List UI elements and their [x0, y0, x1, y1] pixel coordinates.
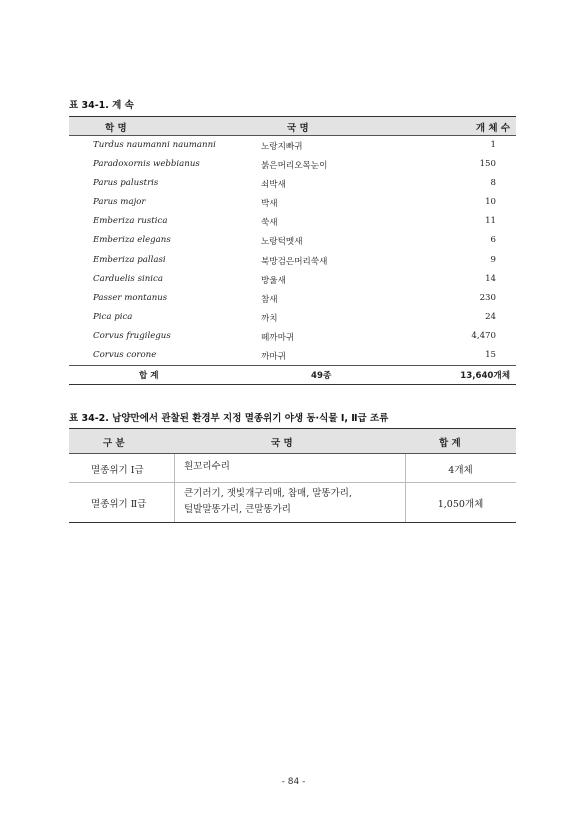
table-row	[69, 193, 516, 212]
korean-name-cell: 노랑지빠귀	[261, 142, 303, 152]
scientific-name-cell: Emberiza rustica	[93, 216, 168, 227]
count-cell: 14	[485, 273, 496, 284]
table-row	[69, 155, 516, 174]
species-cell-line1: 큰기러기, 잿빛개구리매, 참매, 말똥가리,	[184, 488, 352, 499]
species-cell: 흰꼬리수리	[184, 461, 230, 472]
count-cell: 15	[485, 350, 496, 361]
table1-total-row	[69, 365, 516, 385]
table-row	[69, 212, 516, 231]
korean-name-cell: 참새	[261, 294, 278, 305]
korean-name-cell: 떼까마귀	[261, 332, 295, 343]
count-cell: 10	[485, 197, 496, 208]
scientific-name-cell: Pica pica	[93, 311, 133, 322]
header-scientific-name: 학 명	[105, 123, 127, 134]
count-cell: 24	[485, 311, 496, 322]
header-count: 개 체 수	[475, 123, 510, 134]
count-cell: 9	[490, 254, 496, 265]
table-row	[69, 483, 516, 523]
table1-caption: 표 34-1. 계 속	[69, 100, 134, 111]
scientific-name-cell: Corvus frugilegus	[93, 330, 171, 341]
scientific-name-cell: Corvus corone	[93, 350, 157, 361]
korean-name-cell: 쇠박새	[261, 180, 286, 191]
table-row	[69, 174, 516, 193]
korean-name-cell: 붉은머리오목눈이	[261, 161, 328, 172]
korean-name-cell: 쑥새	[261, 218, 278, 229]
table-row	[69, 327, 516, 346]
total-label: 합 계	[139, 371, 159, 382]
scientific-name-cell: Parus palustris	[93, 178, 159, 189]
table-row	[69, 251, 516, 270]
header-korean-name: 국 명	[271, 438, 293, 449]
table2-caption: 표 34-2. 남양만에서 관찰된 환경부 지정 멸종위기 야생 동·식물 Ⅰ, Ⅱ급 조류	[69, 413, 389, 424]
category-cell: 멸종위기 Ⅰ급	[91, 465, 144, 476]
count-cell: 230	[479, 292, 496, 303]
count-cell: 150	[479, 159, 496, 170]
total-species: 49종	[311, 371, 332, 382]
scientific-name-cell: Emberiza pallasi	[93, 254, 166, 265]
table-row	[69, 346, 516, 365]
page-number: - 84 -	[281, 777, 306, 787]
table-row	[69, 231, 516, 250]
table2-header	[69, 428, 516, 454]
header-korean-name: 국 명	[287, 123, 309, 134]
table1-header	[69, 116, 516, 136]
count-cell: 11	[485, 216, 496, 227]
count-cell: 8	[490, 178, 496, 189]
total-cell: 4개체	[448, 465, 473, 476]
table-row	[69, 308, 516, 327]
species-cell-line2: 털발말똥가리, 큰말똥가리	[184, 504, 291, 515]
scientific-name-cell: Paradoxornis webbianus	[93, 159, 200, 170]
scientific-name-cell: Passer montanus	[93, 292, 168, 303]
korean-name-cell: 노랑턱멧새	[261, 237, 303, 248]
scientific-name-cell: Turdus naumanni naumanni	[93, 140, 216, 150]
table-row	[69, 270, 516, 289]
korean-name-cell: 북방검은머리쑥새	[261, 256, 328, 267]
header-total: 합 계	[439, 438, 461, 449]
bird-count-table	[69, 116, 516, 385]
table1-body	[69, 136, 516, 365]
total-cell: 1,050개체	[437, 499, 484, 510]
table-row	[69, 136, 516, 155]
count-cell: 6	[490, 235, 496, 246]
scientific-name-cell: Carduelis sinica	[93, 273, 163, 284]
table-row	[69, 454, 516, 483]
endangered-species-table	[69, 428, 516, 523]
table-row	[69, 289, 516, 308]
count-cell: 1	[490, 140, 496, 150]
scientific-name-cell: Emberiza elegans	[93, 235, 171, 246]
header-category: 구 분	[103, 438, 125, 449]
korean-name-cell: 박새	[261, 199, 278, 210]
korean-name-cell: 방울새	[261, 275, 286, 286]
korean-name-cell: 까마귀	[261, 352, 286, 363]
total-count: 13,640개체	[460, 371, 510, 382]
category-cell: 멸종위기 Ⅱ급	[91, 499, 147, 510]
count-cell: 4,470	[471, 330, 496, 341]
scientific-name-cell: Parus major	[93, 197, 146, 208]
korean-name-cell: 까치	[261, 313, 278, 324]
